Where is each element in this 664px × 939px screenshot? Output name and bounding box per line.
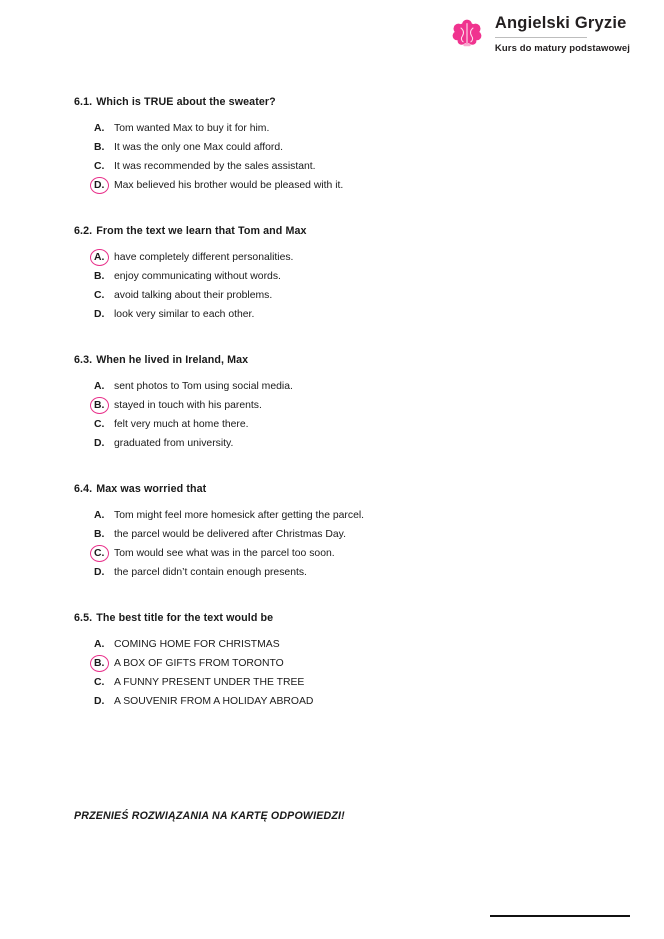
question-heading — [0, 483, 664, 495]
question-number: 6.3. — [74, 354, 93, 366]
option-marker[interactable] — [92, 252, 114, 263]
option-row[interactable] — [0, 563, 664, 582]
option-text: stayed in touch with his parents. — [114, 400, 262, 411]
option-row-selected[interactable] — [0, 248, 664, 267]
option-letter: B. — [94, 271, 105, 282]
option-letter: D. — [94, 696, 105, 707]
option-marker[interactable] — [92, 529, 114, 540]
question-number: 6.2. — [74, 225, 93, 237]
option-text: Tom wanted Max to buy it for him. — [114, 123, 270, 134]
option-row[interactable] — [0, 286, 664, 305]
option-text: look very similar to each other. — [114, 309, 255, 320]
option-marker[interactable] — [92, 180, 114, 191]
question-prompt: Max was worried that — [96, 483, 207, 495]
question-prompt: From the text we learn that Tom and Max — [96, 225, 307, 237]
question-prompt: The best title for the text would be — [96, 612, 274, 624]
option-text: the parcel would be delivered after Christmas Day. — [114, 529, 346, 540]
option-marker[interactable] — [92, 309, 114, 320]
option-row[interactable] — [0, 377, 664, 396]
option-row[interactable] — [0, 673, 664, 692]
option-marker[interactable] — [92, 639, 114, 650]
brand-divider — [495, 37, 587, 38]
option-row[interactable] — [0, 157, 664, 176]
option-row[interactable] — [0, 692, 664, 711]
option-letter: C. — [94, 419, 105, 430]
brand-subtitle: Kurs do matury podstawowej — [494, 43, 630, 55]
option-letter: C. — [94, 161, 105, 172]
option-letter: D. — [94, 180, 105, 191]
transfer-answers-note: PRZENIEŚ ROZWIĄZANIA NA KARTĘ ODPOWIEDZI! — [74, 810, 345, 822]
question-block — [0, 612, 664, 711]
option-letter: D. — [94, 567, 105, 578]
option-row[interactable] — [0, 635, 664, 654]
option-text: A SOUVENIR FROM A HOLIDAY ABROAD — [114, 696, 314, 707]
option-marker[interactable] — [92, 381, 114, 392]
brand-header — [449, 14, 630, 54]
question-heading — [0, 612, 664, 624]
option-text: avoid talking about their problems. — [114, 290, 273, 301]
option-marker[interactable] — [92, 696, 114, 707]
option-letter: A. — [94, 252, 105, 263]
option-marker[interactable] — [92, 510, 114, 521]
question-heading — [0, 96, 664, 108]
option-row[interactable] — [0, 415, 664, 434]
option-text: sent photos to Tom using social media. — [114, 381, 293, 392]
option-row-selected[interactable] — [0, 176, 664, 195]
option-text: A FUNNY PRESENT UNDER THE TREE — [114, 677, 305, 688]
question-block — [0, 354, 664, 453]
option-text: enjoy communicating without words. — [114, 271, 281, 282]
option-text: It was recommended by the sales assistant. — [114, 161, 316, 172]
option-row[interactable] — [0, 267, 664, 286]
question-heading — [0, 225, 664, 237]
option-letter: B. — [94, 142, 105, 153]
option-row[interactable] — [0, 305, 664, 324]
option-marker[interactable] — [92, 400, 114, 411]
option-marker[interactable] — [92, 142, 114, 153]
option-letter: B. — [94, 400, 105, 411]
option-letter: A. — [94, 123, 105, 134]
option-text: Tom might feel more homesick after getting the parcel. — [114, 510, 365, 521]
option-letter: D. — [94, 309, 105, 320]
option-letter: B. — [94, 529, 105, 540]
option-letter: B. — [94, 658, 105, 669]
option-text: COMING HOME FOR CHRISTMAS — [114, 639, 280, 650]
question-heading — [0, 354, 664, 366]
option-letter: D. — [94, 438, 105, 449]
option-row[interactable] — [0, 506, 664, 525]
option-text: the parcel didn’t contain enough presents. — [114, 567, 307, 578]
option-row-selected[interactable] — [0, 654, 664, 673]
option-text: felt very much at home there. — [114, 419, 249, 430]
option-marker[interactable] — [92, 161, 114, 172]
question-block — [0, 225, 664, 324]
option-letter: C. — [94, 677, 105, 688]
brand-title: Angielski Gryzie — [494, 14, 627, 32]
option-letter: A. — [94, 639, 105, 650]
option-row-selected[interactable] — [0, 544, 664, 563]
brain-icon — [449, 16, 485, 52]
option-letter: C. — [94, 548, 105, 559]
option-letter: A. — [94, 510, 105, 521]
option-letter: A. — [94, 381, 105, 392]
option-marker[interactable] — [92, 438, 114, 449]
questions-list — [0, 96, 664, 741]
option-letter: C. — [94, 290, 105, 301]
question-prompt: Which is TRUE about the sweater? — [96, 96, 276, 108]
option-text: A BOX OF GIFTS FROM TORONTO — [114, 658, 284, 669]
option-row-selected[interactable] — [0, 396, 664, 415]
question-number: 6.4. — [74, 483, 93, 495]
option-marker[interactable] — [92, 677, 114, 688]
option-marker[interactable] — [92, 548, 114, 559]
option-row[interactable] — [0, 119, 664, 138]
option-text: Tom would see what was in the parcel too soon. — [114, 548, 335, 559]
question-prompt: When he lived in Ireland, Max — [96, 354, 249, 366]
footer-rule — [490, 915, 630, 917]
option-text: graduated from university. — [114, 438, 234, 449]
option-marker[interactable] — [92, 567, 114, 578]
option-marker[interactable] — [92, 658, 114, 669]
option-marker[interactable] — [92, 271, 114, 282]
option-text: It was the only one Max could afford. — [114, 142, 284, 153]
option-text: have completely different personalities. — [114, 252, 294, 263]
option-row[interactable] — [0, 434, 664, 453]
question-number: 6.1. — [74, 96, 93, 108]
option-row[interactable] — [0, 525, 664, 544]
question-number: 6.5. — [74, 612, 93, 624]
question-block — [0, 96, 664, 195]
option-marker[interactable] — [92, 123, 114, 134]
option-row[interactable] — [0, 138, 664, 157]
option-text: Max believed his brother would be pleased with it. — [114, 180, 344, 191]
option-marker[interactable] — [92, 419, 114, 430]
question-block — [0, 483, 664, 582]
option-marker[interactable] — [92, 290, 114, 301]
